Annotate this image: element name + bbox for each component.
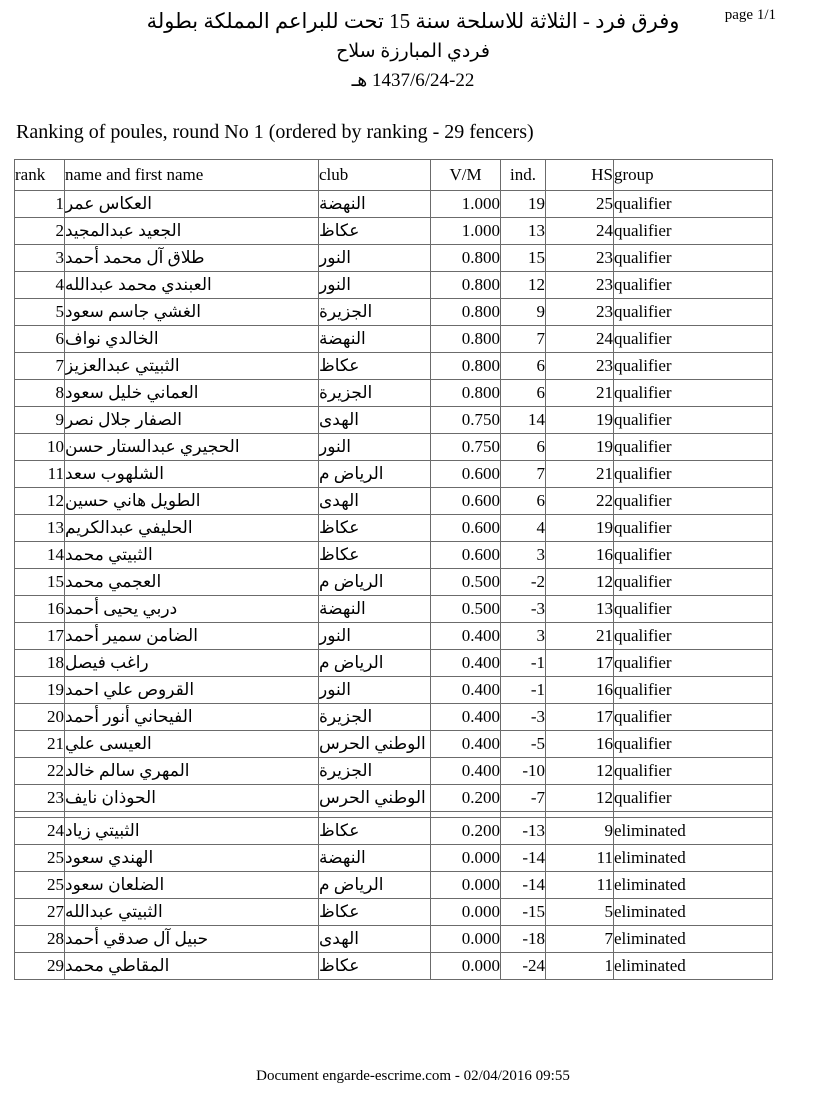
table-row <box>15 677 773 704</box>
cell-ind: -1 <box>501 650 546 677</box>
cell-ind: 6 <box>501 380 546 407</box>
cell-name: خالد سالم المهري <box>65 758 319 785</box>
cell-rank: 27 <box>15 899 65 926</box>
cell-rank: 16 <box>15 596 65 623</box>
cell-group: eliminated <box>614 953 773 980</box>
column-header-name: name and first name <box>65 160 319 191</box>
cell-group: eliminated <box>614 845 773 872</box>
cell-ind: 14 <box>501 407 546 434</box>
table-row <box>15 926 773 953</box>
cell-ind: -10 <box>501 758 546 785</box>
table-row <box>15 623 773 650</box>
cell-rank: 9 <box>15 407 65 434</box>
table-row <box>15 407 773 434</box>
cell-hs: 24 <box>546 218 614 245</box>
cell-rank: 5 <box>15 299 65 326</box>
cell-club: النور <box>319 623 431 650</box>
cell-rank: 28 <box>15 926 65 953</box>
cell-name: حسين هاني الطويل <box>65 488 319 515</box>
cell-group: qualifier <box>614 218 773 245</box>
cell-name: عبدالله محمد العبندي <box>65 272 319 299</box>
cell-club: م الرياض <box>319 650 431 677</box>
table-row <box>15 785 773 812</box>
cell-name: عبدالمجيد الجعيد <box>65 218 319 245</box>
cell-club: النور <box>319 272 431 299</box>
cell-club: الجزيرة <box>319 704 431 731</box>
cell-hs: 1 <box>546 953 614 980</box>
cell-name: محمد الثبيتي <box>65 542 319 569</box>
cell-vm: 0.800 <box>431 245 501 272</box>
cell-rank: 25 <box>15 845 65 872</box>
cell-rank: 23 <box>15 785 65 812</box>
document-header <box>0 0 826 95</box>
cell-name: عبدالعزيز الثبيتي <box>65 353 319 380</box>
cell-club: م الرياض <box>319 461 431 488</box>
cell-rank: 3 <box>15 245 65 272</box>
cell-rank: 1 <box>15 191 65 218</box>
cell-hs: 23 <box>546 245 614 272</box>
column-header-group: group <box>614 160 773 191</box>
cell-group: qualifier <box>614 677 773 704</box>
cell-rank: 10 <box>15 434 65 461</box>
table-row <box>15 758 773 785</box>
cell-vm: 0.600 <box>431 488 501 515</box>
cell-club: النهضة <box>319 845 431 872</box>
cell-rank: 25 <box>15 872 65 899</box>
cell-rank: 6 <box>15 326 65 353</box>
cell-ind: 6 <box>501 434 546 461</box>
cell-name: نواف الخالدي <box>65 326 319 353</box>
column-header-ind: ind. <box>501 160 546 191</box>
table-row <box>15 731 773 758</box>
cell-club: الهدى <box>319 488 431 515</box>
cell-vm: 0.500 <box>431 569 501 596</box>
table-body <box>15 191 773 980</box>
cell-vm: 0.600 <box>431 542 501 569</box>
table-row <box>15 380 773 407</box>
cell-club: الجزيرة <box>319 758 431 785</box>
tournament-title: بطولة المملكة للبراعم تحت 15 سنة للاسلحة الثلاثة - فرد وفرق <box>146 9 680 33</box>
cell-vm: 0.600 <box>431 461 501 488</box>
cell-vm: 0.000 <box>431 899 501 926</box>
cell-name: علي العيسى <box>65 731 319 758</box>
page-number-label: page 1/1 <box>724 7 776 23</box>
cell-vm: 1.000 <box>431 218 501 245</box>
table-row <box>15 191 773 218</box>
cell-hs: 25 <box>546 191 614 218</box>
cell-hs: 17 <box>546 704 614 731</box>
cell-vm: 0.800 <box>431 299 501 326</box>
cell-ind: 6 <box>501 488 546 515</box>
cell-name: سعود الهندي <box>65 845 319 872</box>
table-row <box>15 650 773 677</box>
section-title: Ranking of poules, round No 1 (ordered by ranking - 29 fencers) <box>16 121 534 143</box>
cell-group: eliminated <box>614 899 773 926</box>
cell-ind: -1 <box>501 677 546 704</box>
cell-club: النور <box>319 434 431 461</box>
cell-rank: 11 <box>15 461 65 488</box>
cell-name: نايف الحوذان <box>65 785 319 812</box>
cell-name: محمد المقاطي <box>65 953 319 980</box>
cell-vm: 1.000 <box>431 191 501 218</box>
cell-vm: 0.600 <box>431 515 501 542</box>
cell-club: م الرياض <box>319 569 431 596</box>
cell-ind: -18 <box>501 926 546 953</box>
column-header-club: club <box>319 160 431 191</box>
cell-name: عبدالله الثبيتي <box>65 899 319 926</box>
cell-club: الهدى <box>319 407 431 434</box>
cell-ind: 15 <box>501 245 546 272</box>
table-row <box>15 845 773 872</box>
table-row <box>15 569 773 596</box>
cell-club: النور <box>319 245 431 272</box>
cell-rank: 21 <box>15 731 65 758</box>
cell-name: نصر جلال الصفار <box>65 407 319 434</box>
cell-group: qualifier <box>614 353 773 380</box>
cell-hs: 16 <box>546 677 614 704</box>
cell-club: عكاظ <box>319 818 431 845</box>
cell-vm: 0.400 <box>431 731 501 758</box>
cell-group: qualifier <box>614 191 773 218</box>
table-row <box>15 953 773 980</box>
cell-vm: 0.750 <box>431 434 501 461</box>
cell-group: qualifier <box>614 380 773 407</box>
cell-ind: -14 <box>501 845 546 872</box>
column-header-hs: HS <box>546 160 614 191</box>
cell-hs: 5 <box>546 899 614 926</box>
cell-group: qualifier <box>614 785 773 812</box>
cell-vm: 0.000 <box>431 953 501 980</box>
column-header-rank: rank <box>15 160 65 191</box>
cell-group: eliminated <box>614 926 773 953</box>
cell-club: النهضة <box>319 191 431 218</box>
table-row <box>15 704 773 731</box>
cell-ind: 19 <box>501 191 546 218</box>
cell-vm: 0.800 <box>431 326 501 353</box>
cell-group: qualifier <box>614 326 773 353</box>
cell-club: عكاظ <box>319 542 431 569</box>
cell-name: أحمد أنور الفيحاني <box>65 704 319 731</box>
cell-hs: 19 <box>546 407 614 434</box>
cell-rank: 17 <box>15 623 65 650</box>
cell-group: qualifier <box>614 704 773 731</box>
cell-group: qualifier <box>614 623 773 650</box>
cell-ind: 13 <box>501 218 546 245</box>
cell-rank: 13 <box>15 515 65 542</box>
cell-vm: 0.400 <box>431 758 501 785</box>
cell-hs: 11 <box>546 845 614 872</box>
cell-rank: 24 <box>15 818 65 845</box>
cell-club: عكاظ <box>319 218 431 245</box>
event-date: هـ 1437/6/24-22 <box>351 70 475 91</box>
cell-vm: 0.000 <box>431 926 501 953</box>
cell-rank: 12 <box>15 488 65 515</box>
cell-club: عكاظ <box>319 515 431 542</box>
cell-hs: 19 <box>546 515 614 542</box>
cell-vm: 0.500 <box>431 596 501 623</box>
cell-name: عمر العكاس <box>65 191 319 218</box>
cell-group: qualifier <box>614 650 773 677</box>
cell-name: عبدالكريم الحليفي <box>65 515 319 542</box>
cell-group: qualifier <box>614 758 773 785</box>
cell-name: أحمد صدقي آل حبيل <box>65 926 319 953</box>
table-row <box>15 245 773 272</box>
cell-ind: -13 <box>501 818 546 845</box>
table-row <box>15 596 773 623</box>
cell-rank: 19 <box>15 677 65 704</box>
cell-hs: 11 <box>546 872 614 899</box>
cell-hs: 17 <box>546 650 614 677</box>
table-row <box>15 461 773 488</box>
cell-club: عكاظ <box>319 353 431 380</box>
cell-ind: 6 <box>501 353 546 380</box>
cell-vm: 0.200 <box>431 818 501 845</box>
cell-ind: -3 <box>501 596 546 623</box>
cell-club: النور <box>319 677 431 704</box>
cell-club: عكاظ <box>319 899 431 926</box>
cell-group: qualifier <box>614 407 773 434</box>
cell-ind: 4 <box>501 515 546 542</box>
table-row <box>15 899 773 926</box>
cell-name: محمد العجمي <box>65 569 319 596</box>
table-row <box>15 818 773 845</box>
cell-rank: 2 <box>15 218 65 245</box>
cell-ind: 12 <box>501 272 546 299</box>
cell-rank: 7 <box>15 353 65 380</box>
cell-hs: 23 <box>546 272 614 299</box>
cell-name: فيصل راغب <box>65 650 319 677</box>
cell-hs: 16 <box>546 731 614 758</box>
cell-club: م الرياض <box>319 872 431 899</box>
weapon-subtitle: سلاح المبارزة فردي <box>336 41 490 62</box>
cell-club: الهدى <box>319 926 431 953</box>
cell-group: qualifier <box>614 272 773 299</box>
cell-group: qualifier <box>614 542 773 569</box>
cell-name: سعود خليل العماني <box>65 380 319 407</box>
table-row <box>15 326 773 353</box>
table-header-row <box>15 160 773 191</box>
cell-vm: 0.800 <box>431 272 501 299</box>
ranking-table <box>14 159 773 980</box>
cell-name: أحمد محمد آل طلاق <box>65 245 319 272</box>
cell-ind: -5 <box>501 731 546 758</box>
cell-vm: 0.800 <box>431 380 501 407</box>
cell-rank: 22 <box>15 758 65 785</box>
cell-rank: 15 <box>15 569 65 596</box>
cell-group: qualifier <box>614 434 773 461</box>
cell-vm: 0.400 <box>431 623 501 650</box>
cell-name: حسن عبدالستار الحجيري <box>65 434 319 461</box>
cell-rank: 14 <box>15 542 65 569</box>
cell-ind: 7 <box>501 326 546 353</box>
cell-hs: 21 <box>546 461 614 488</box>
table-row <box>15 488 773 515</box>
table-row <box>15 272 773 299</box>
cell-group: qualifier <box>614 731 773 758</box>
cell-club: عكاظ <box>319 953 431 980</box>
cell-club: الجزيرة <box>319 299 431 326</box>
cell-vm: 0.400 <box>431 704 501 731</box>
table-row <box>15 353 773 380</box>
cell-group: qualifier <box>614 569 773 596</box>
cell-vm: 0.800 <box>431 353 501 380</box>
cell-hs: 16 <box>546 542 614 569</box>
cell-name: سعود جاسم الغشي <box>65 299 319 326</box>
cell-hs: 22 <box>546 488 614 515</box>
cell-club: الجزيرة <box>319 380 431 407</box>
cell-hs: 23 <box>546 353 614 380</box>
cell-vm: 0.000 <box>431 845 501 872</box>
table-row <box>15 299 773 326</box>
cell-name: أحمد يحيى دربي <box>65 596 319 623</box>
cell-vm: 0.750 <box>431 407 501 434</box>
cell-vm: 0.400 <box>431 677 501 704</box>
document-footer: Document engarde-escrime.com - 02/04/2016 09:55 <box>256 1068 570 1084</box>
cell-ind: 3 <box>501 623 546 650</box>
cell-ind: -24 <box>501 953 546 980</box>
cell-club: الحرس الوطني <box>319 785 431 812</box>
cell-rank: 18 <box>15 650 65 677</box>
cell-hs: 12 <box>546 758 614 785</box>
cell-hs: 13 <box>546 596 614 623</box>
cell-name: سعد الشلهوب <box>65 461 319 488</box>
cell-rank: 29 <box>15 953 65 980</box>
cell-hs: 24 <box>546 326 614 353</box>
cell-club: النهضة <box>319 326 431 353</box>
cell-hs: 12 <box>546 785 614 812</box>
cell-club: النهضة <box>319 596 431 623</box>
cell-vm: 0.400 <box>431 650 501 677</box>
cell-ind: -2 <box>501 569 546 596</box>
table-row <box>15 542 773 569</box>
cell-ind: -7 <box>501 785 546 812</box>
cell-ind: -3 <box>501 704 546 731</box>
cell-hs: 12 <box>546 569 614 596</box>
cell-name: أحمد سمير الضامن <box>65 623 319 650</box>
cell-hs: 21 <box>546 623 614 650</box>
cell-hs: 19 <box>546 434 614 461</box>
cell-hs: 23 <box>546 299 614 326</box>
cell-ind: -15 <box>501 899 546 926</box>
cell-vm: 0.200 <box>431 785 501 812</box>
cell-rank: 8 <box>15 380 65 407</box>
cell-group: qualifier <box>614 596 773 623</box>
table-row <box>15 218 773 245</box>
cell-group: qualifier <box>614 461 773 488</box>
cell-vm: 0.000 <box>431 872 501 899</box>
cell-hs: 9 <box>546 818 614 845</box>
cell-group: qualifier <box>614 299 773 326</box>
cell-group: qualifier <box>614 245 773 272</box>
cell-rank: 4 <box>15 272 65 299</box>
table-row <box>15 872 773 899</box>
cell-group: eliminated <box>614 872 773 899</box>
table-row <box>15 434 773 461</box>
cell-group: qualifier <box>614 515 773 542</box>
cell-ind: 7 <box>501 461 546 488</box>
cell-ind: 9 <box>501 299 546 326</box>
cell-rank: 20 <box>15 704 65 731</box>
cell-group: eliminated <box>614 818 773 845</box>
cell-ind: -14 <box>501 872 546 899</box>
table-row <box>15 515 773 542</box>
column-header-vm: V/M <box>431 160 501 191</box>
cell-name: احمد علي القروص <box>65 677 319 704</box>
cell-hs: 7 <box>546 926 614 953</box>
cell-ind: 3 <box>501 542 546 569</box>
cell-club: الحرس الوطني <box>319 731 431 758</box>
cell-group: qualifier <box>614 488 773 515</box>
cell-hs: 21 <box>546 380 614 407</box>
cell-name: زياد الثبيتي <box>65 818 319 845</box>
cell-name: سعود الضلعان <box>65 872 319 899</box>
